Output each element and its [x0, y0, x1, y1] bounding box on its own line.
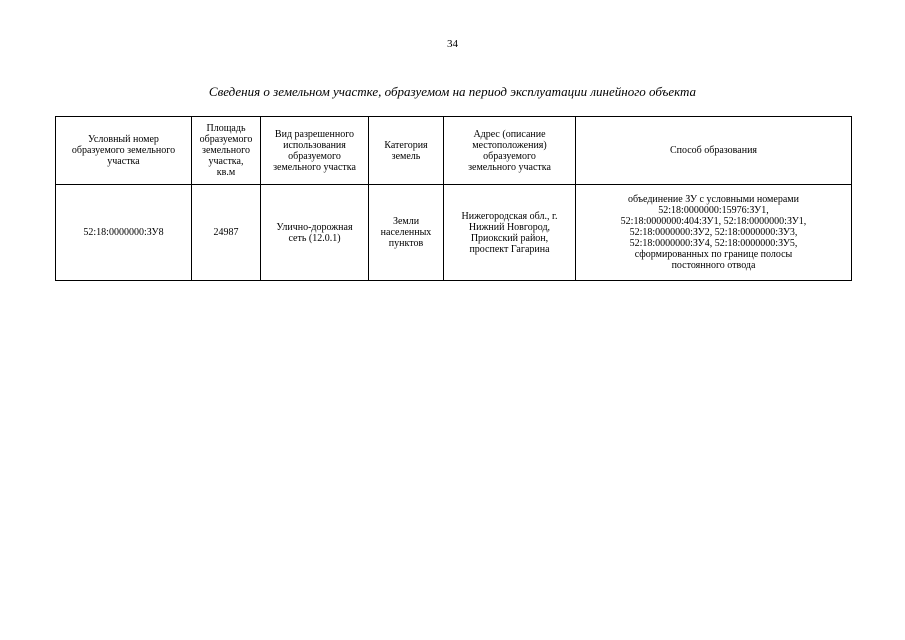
- header-line: Адрес (описание: [473, 128, 546, 140]
- header-line: Способ образования: [669, 145, 758, 156]
- cell-address: [444, 185, 576, 281]
- header-line: образуемого земельного: [71, 145, 176, 156]
- cell-line: Приокский район,: [470, 232, 549, 244]
- header-row: [56, 117, 852, 185]
- cell-area: [192, 185, 261, 281]
- cell-line: постоянного отвода: [671, 260, 756, 271]
- cell-line: сформированных по границе полосы: [634, 249, 793, 260]
- cell-line: 52:18:0000000:ЗУ8: [83, 227, 164, 238]
- cell-plot-number: [56, 185, 192, 281]
- cell-formation-method: [576, 185, 852, 281]
- cell-permitted-use: [261, 185, 369, 281]
- page-number: 34: [447, 38, 458, 50]
- cell-line: 24987: [213, 227, 239, 238]
- header-line: участка: [107, 156, 140, 167]
- cell-line: сеть (12.0.1): [288, 232, 341, 244]
- header-line: использования: [283, 139, 346, 151]
- header-line: образуемого: [199, 134, 253, 145]
- header-address: [444, 117, 576, 185]
- header-line: участка,: [208, 156, 244, 167]
- cell-line: 52:18:0000000:15976:ЗУ1,: [658, 205, 769, 216]
- header-permitted-use: [261, 117, 369, 185]
- cell-line: Улично-дорожная: [276, 221, 353, 233]
- header-line: образуемого: [483, 150, 536, 162]
- header-line: земельного участка: [468, 161, 551, 173]
- header-area: [192, 117, 261, 185]
- cell-line: населенных: [380, 227, 432, 238]
- table-row: [56, 185, 852, 281]
- cell-line: 52:18:0000000:ЗУ2, 52:18:0000000:ЗУ3,: [629, 227, 798, 238]
- header-line: местоположения): [472, 139, 547, 151]
- header-line: земельного: [202, 145, 250, 156]
- cell-line: 52:18:0000000:ЗУ4, 52:18:0000000:ЗУ5,: [629, 238, 798, 249]
- header-plot-number: [56, 117, 192, 185]
- cell-land-category: [369, 185, 444, 281]
- cell-line: проспект Гагарина: [469, 243, 550, 255]
- header-land-category: [369, 117, 444, 185]
- header-line: кв.м: [216, 167, 236, 178]
- table-body: [56, 185, 852, 281]
- document-title: Сведения о земельном участке, образуемом на период эксплуатации линейного объекта: [208, 84, 697, 99]
- header-line: земель: [391, 150, 421, 162]
- cell-line: пунктов: [388, 238, 424, 249]
- header-line: Вид разрешенного: [274, 128, 355, 140]
- header-line: Условный номер: [88, 134, 159, 145]
- cell-line: объединение ЗУ с условными номерами: [628, 194, 799, 205]
- header-line: Площадь: [206, 123, 246, 134]
- header-formation-method: [576, 117, 852, 185]
- cell-line: 52:18:0000000:404:ЗУ1, 52:18:0000000:ЗУ1,: [620, 216, 807, 227]
- header-line: земельного участка: [273, 161, 356, 173]
- cell-line: Земли: [392, 216, 420, 227]
- header-line: образуемого: [288, 150, 341, 162]
- header-line: Категория: [384, 139, 428, 151]
- cell-line: Нижегородская обл., г.: [461, 210, 558, 222]
- cell-line: Нижний Новгород,: [468, 221, 551, 233]
- land-plot-table: [55, 116, 852, 281]
- table-header: [56, 117, 852, 185]
